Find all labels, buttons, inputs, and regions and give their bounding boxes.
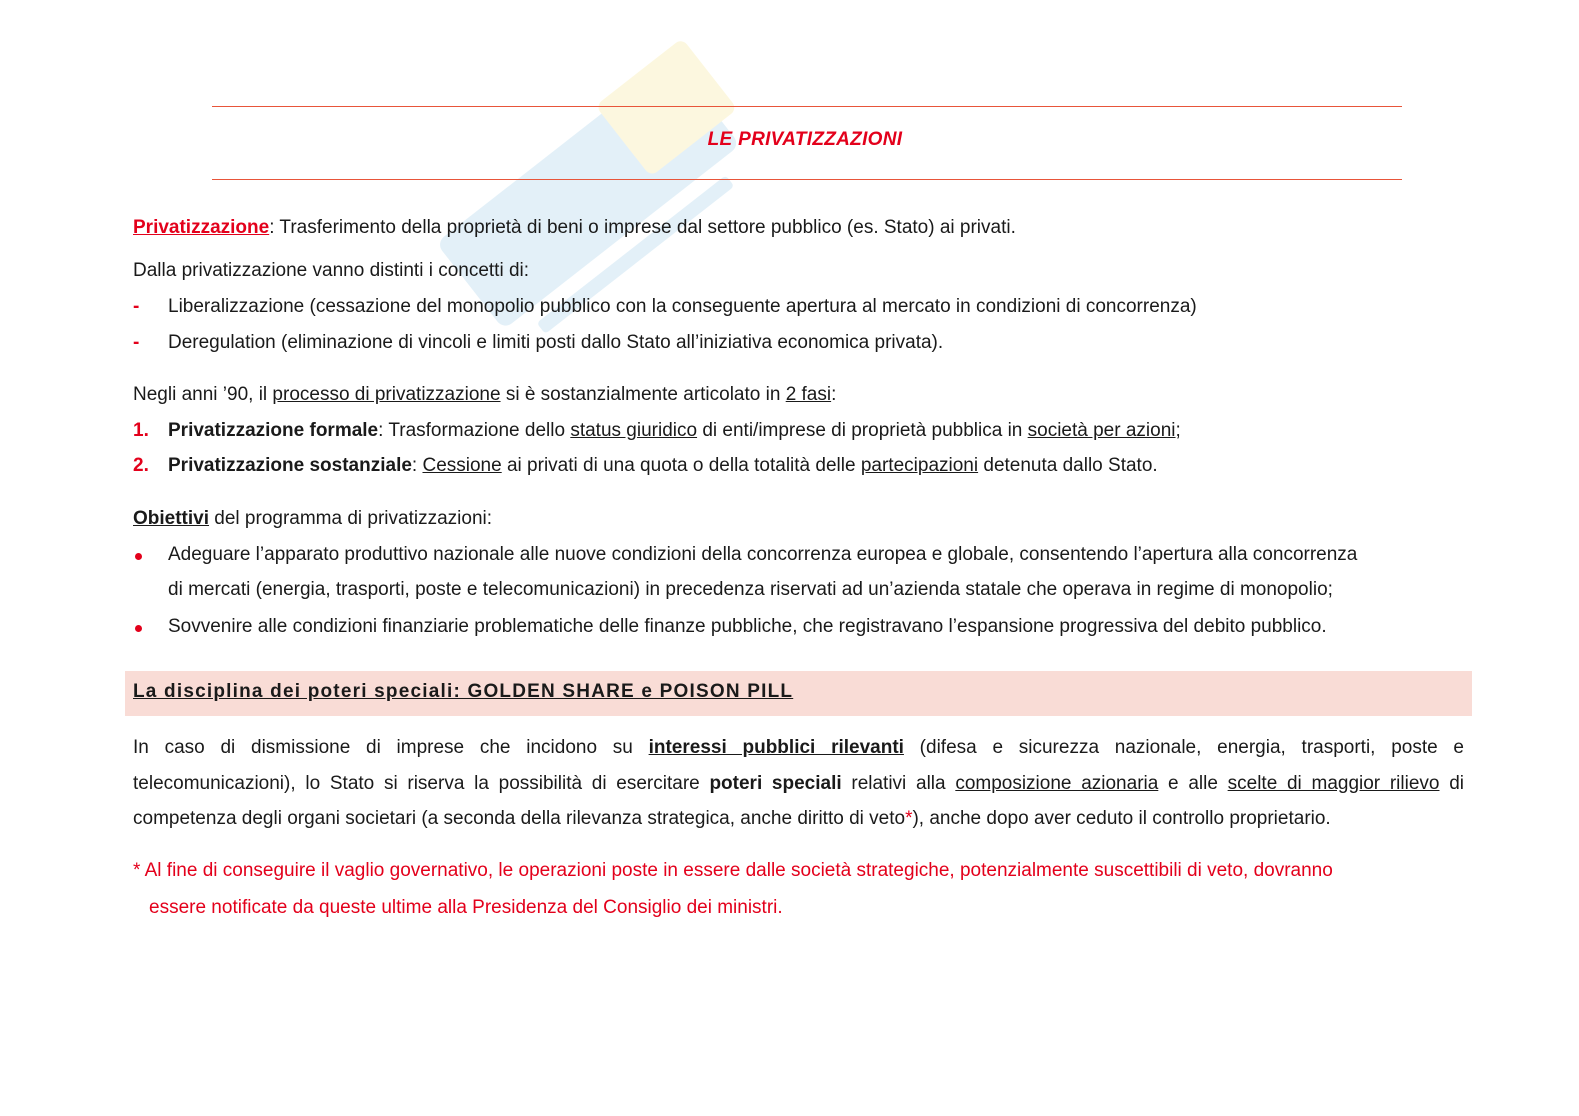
step-number: 1.	[133, 420, 149, 441]
objectives-heading-text: del programma di privatizzazioni:	[209, 508, 493, 529]
process-fasi: 2 fasi	[785, 384, 832, 405]
dash-marker: -	[133, 296, 140, 317]
paragraph-text: di	[1439, 773, 1464, 794]
process-intro-text: Negli anni ’90, il	[133, 384, 273, 405]
step-text: di enti/imprese di proprietà pubblica in	[697, 420, 1028, 441]
section-banner	[125, 671, 1472, 716]
process-intro-text: :	[831, 384, 837, 405]
page-title: LE PRIVATIZZAZIONI	[707, 129, 903, 150]
paragraph-text: telecomunicazioni), lo Stato si riserva la possibilità di esercitare	[133, 773, 710, 794]
paragraph-text: e alle	[1158, 773, 1228, 794]
step-text: ;	[1175, 420, 1181, 441]
definition-term: Privatizzazione	[133, 217, 270, 238]
step-item	[168, 420, 1181, 442]
paragraph-text: (difesa e sicurezza nazionale, energia, trasporti, poste e	[903, 737, 1464, 758]
step-text: :	[411, 455, 423, 476]
process-term: processo di privatizzazione	[272, 384, 501, 405]
paragraph-term: interessi pubblici rilevanti	[648, 737, 904, 758]
process-intro	[133, 384, 836, 406]
step-term: Cessione	[422, 455, 502, 476]
paragraph-term: scelte di maggior rilievo	[1227, 773, 1440, 794]
paragraph-text: ), anche dopo aver ceduto il controllo proprietario.	[912, 808, 1331, 829]
paragraph-term: composizione azionaria	[955, 773, 1159, 794]
process-intro-text: si è sostanzialmente articolato in	[500, 384, 786, 405]
bullet-icon	[135, 625, 142, 632]
objective-line: di mercati (energia, trasporti, poste e telecomunicazioni) in precedenza riservati ad un’azienda statale che operava in regime di monopolio;	[168, 579, 1333, 600]
objective-line: Sovvenire alle condizioni finanziarie problematiche delle finanze pubbliche, che registravano l’espansione progressiva del debito pubblico.	[168, 616, 1327, 637]
step-term: status giuridico	[570, 420, 698, 441]
step-item	[168, 455, 1158, 477]
step-text: detenuta dallo Stato.	[978, 455, 1158, 476]
step-term: partecipazioni	[860, 455, 979, 476]
paragraph-line	[133, 737, 1464, 759]
paragraph-text: relativi alla	[841, 773, 956, 794]
title-rule-bottom	[212, 179, 1402, 180]
paragraph-text: competenza degli organi societari (a seconda della rilevanza strategica, anche diritto di veto	[133, 808, 906, 829]
list-item: Liberalizzazione (cessazione del monopolio pubblico con la conseguente apertura al mercato in condizioni di concorrenza)	[168, 296, 1197, 317]
objectives-heading	[133, 508, 492, 530]
step-term: società per azioni	[1027, 420, 1176, 441]
definition-line	[133, 217, 1016, 239]
objective-line: Adeguare l’apparato produttivo nazionale alle nuove condizioni della concorrenza europea e globale, consentendo l’apertura alla concorrenza	[168, 544, 1358, 565]
title-rule-top	[212, 106, 1402, 107]
paragraph-term: poteri speciali	[709, 773, 842, 794]
bullet-icon	[135, 553, 142, 560]
dash-marker: -	[133, 332, 140, 353]
paragraph-line	[133, 773, 1464, 795]
step-text: : Trasformazione dello	[378, 420, 571, 441]
step-title: Privatizzazione sostanziale	[168, 455, 412, 476]
step-title: Privatizzazione formale	[168, 420, 379, 441]
step-number: 2.	[133, 455, 149, 476]
footnote-line: * Al fine di conseguire il vaglio governativo, le operazioni poste in essere dalle società strategiche, potenzialmente suscettibili di veto, dovranno	[133, 860, 1333, 881]
paragraph-text: In caso di dismissione di imprese che incidono su	[133, 737, 649, 758]
objectives-term: Obiettivi	[133, 508, 210, 529]
paragraph-line	[133, 808, 1331, 830]
definition-text: : Trasferimento della proprietà di beni o imprese dal settore pubblico (es. Stato) ai privati.	[269, 217, 1016, 238]
footnote-line: essere notificate da queste ultime alla Presidenza del Consiglio dei ministri.	[149, 897, 783, 918]
list-item: Deregulation (eliminazione di vincoli e limiti posti dallo Stato all’iniziativa economica privata).	[168, 332, 944, 353]
footnote-marker: *	[905, 808, 913, 829]
section-heading: La disciplina dei poteri speciali: GOLDEN SHARE e POISON PILL	[133, 681, 794, 702]
concepts-intro: Dalla privatizzazione vanno distinti i concetti di:	[133, 260, 530, 281]
step-text: ai privati di una quota o della totalità delle	[501, 455, 861, 476]
